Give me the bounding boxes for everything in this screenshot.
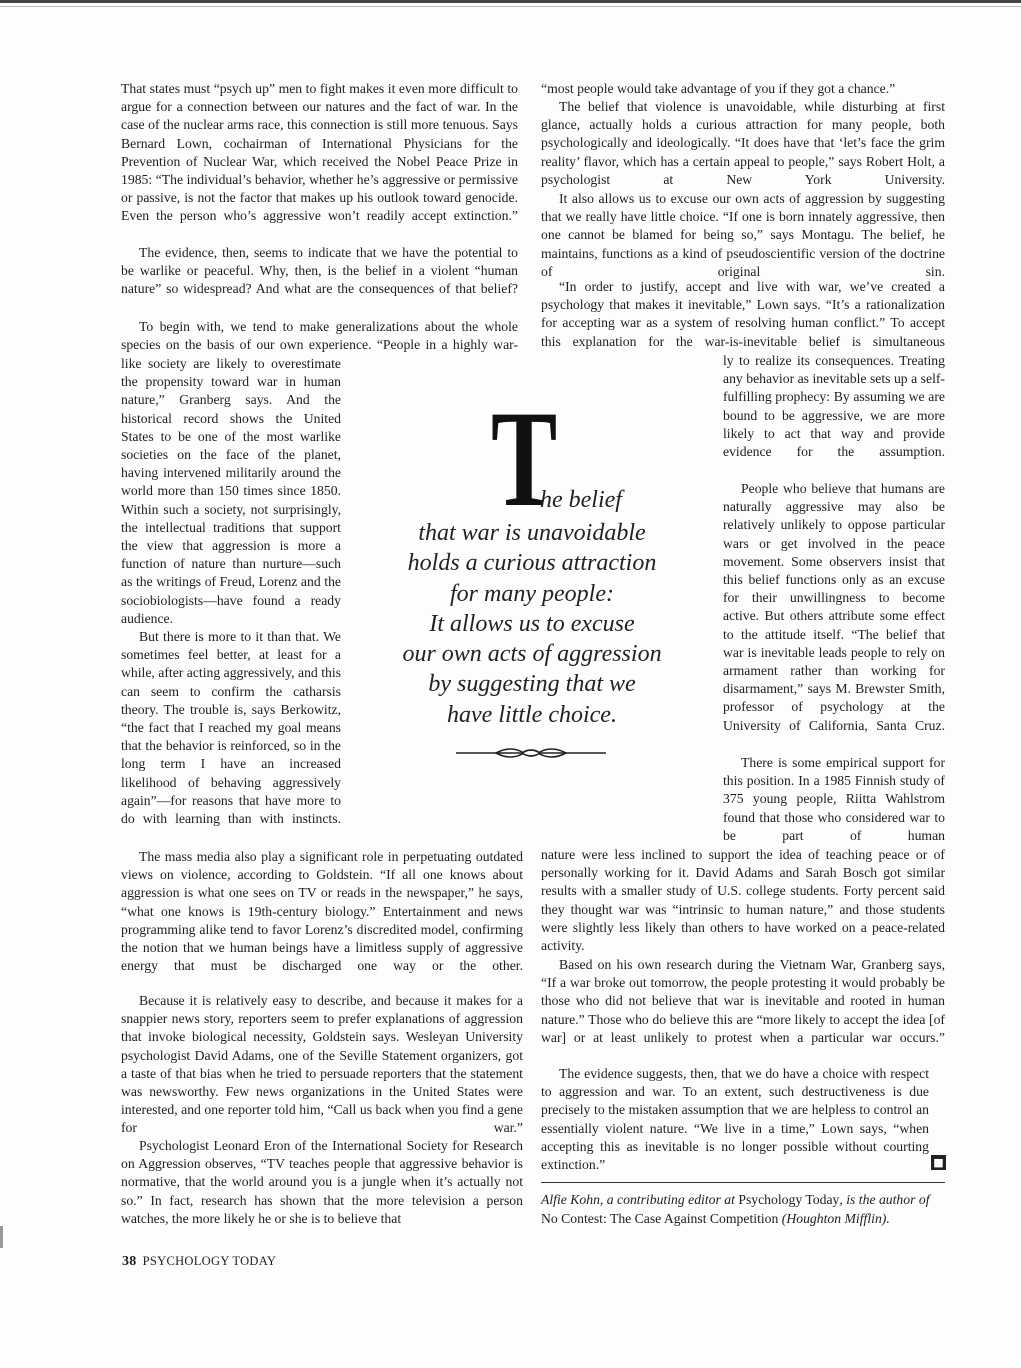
left-paragraph-2: The evidence, then, seems to indicate that we have the potential to be warlike or peaceful. Why, then, is the belief in a violent “human nature” so widespread? And what are the consequences of that belief? bbox=[121, 245, 518, 297]
right-paragraph-6-part-b: nature were less inclined to support the idea of teaching peace or of personally working for it. David Adams and Sarah Bosch got similar results with a smaller study of U.S. college students. Forty percent said they thought war was “intrinsic to human nature,” and those students were slightly less likely than others to have worked on a peace-related activity. bbox=[541, 847, 945, 954]
scan-edge-mark bbox=[0, 1226, 3, 1248]
top-rule-thin bbox=[0, 6, 1021, 7]
folio bbox=[122, 1254, 276, 1270]
right-paragraph-7: Based on his own research during the Vietnam War, Granberg says, “If a war broke out tomorrow, the people protesting it would probably be those who did not believe that war is inevitable and rooted in human nature.” Those who do believe this are “more likely to accept the idea [of war] or at least unlikely to protest when a particular war occurs.” bbox=[541, 957, 945, 1045]
ornament-divider-icon bbox=[456, 743, 606, 763]
pull-quote-line: It allows us to excuse bbox=[429, 610, 635, 637]
bio-text: (Houghton Mifflin). bbox=[778, 1210, 890, 1226]
pull-quote-line: for many people: bbox=[450, 580, 614, 607]
bio-text: , is the author of bbox=[839, 1192, 930, 1207]
right-paragraph-1: “most people would take advantage of you if they got a chance.” bbox=[541, 81, 896, 96]
bio-text: Alfie Kohn, a contributing editor at bbox=[541, 1192, 739, 1207]
left-paragraph-5: The mass media also play a significant role in perpetuating outdated views on violence, according to Goldstein. “If all one knows about aggression is what one sees on TV or reads in the newspaper,” he says, “what one knows is 19th-century biology.” Entertainment and news programming alike tend to favor Lorenz’s discredited model, confirming the notion that we human beings have a limitless supply of aggressive energy that must be discharged one way or the other. bbox=[121, 849, 523, 974]
right-paragraph-3: It also allows us to excuse our own acts of aggression by suggesting that we really have little choice. “If one is born innately aggressive, then one cannot be blamed for being so,” says Montagu. The belief, he maintains, functions as a kind of pseudoscientific version of the doctrine of original sin. bbox=[541, 191, 945, 279]
pull-quote-line: by suggesting that we bbox=[428, 671, 636, 698]
pull-quote-first-line: he belief bbox=[540, 487, 622, 513]
pull-quote-line: holds a curious attraction bbox=[407, 550, 657, 577]
left-paragraph-1: That states must “psych up” men to fight makes it even more difficult to argue for a connection between our natures and the fact of war. In the case of the nuclear arms race, this connection is still more tenuous. Says Bernard Lown, cochairman of International Physicians for the Prevention of Nuclear War, which received the Nobel Peace Prize in 1985: “The individual’s behavior, whether he’s aggressive or permissive or passive, is not the factor that makes up his outlook toward genocide. Even the person who’s aggressive won’t readily accept extinction.” bbox=[121, 81, 518, 224]
right-paragraph-6-part-a: There is some empirical support for this position. In a 1985 Finnish study of 375 young people, Riitta Wahlstrom found that those who considered war to be part of human bbox=[723, 755, 945, 843]
pull-quote-drop-cap: T bbox=[491, 382, 558, 535]
end-of-article-icon: ■ bbox=[931, 1155, 946, 1170]
left-paragraph-3-part-a: To begin with, we tend to make generalizations about the whole species on the basis of our own experience. “People in a highly war- bbox=[121, 319, 518, 353]
left-paragraph-3-part-b: like society are likely to overestimate the propensity toward war in human nature,” Granberg says. And the historical record shows the United States to be one of the most warlike societies on the face of the planet, having intervened militarily around the world more than 150 times since 1850. Within such a society, not surprisingly, the intellectual traditions that support the view that aggression is more a function of nature than nurture—such as the writings of Freud, Lorenz and the sociobiologists—have found a ready audience. bbox=[121, 356, 341, 626]
left-paragraph-6: Because it is relatively easy to describe, and because it makes for a snappier news story, reporters seem to prefer explanations of aggression that invoke biological necessity, Goldstein says. Wesleyan University psychologist David Adams, one of the Seville Statement organizers, got a taste of that bias when he tried to persuade reporters that the statement was newsworthy. Few news organizations in the United States were interested, and one reporter told him, “Call us back when you find a gene for war.” bbox=[121, 993, 523, 1136]
right-paragraph-8: The evidence suggests, then, that we do have a choice with respect to aggression and war. To an extent, such destructiveness is due precisely to the mistaken assumption that we are helpless to control an essentially violent nature. “We live in a time,” Lown says, “when accepting this as inevitable is no longer possible without courting extinction.” bbox=[541, 1066, 929, 1173]
pull-quote-line: that war is unavoidable bbox=[418, 520, 646, 546]
pull-quote-lines bbox=[398, 518, 666, 730]
top-rule bbox=[0, 0, 1021, 3]
right-paragraph-4-part-a: “In order to justify, accept and live with war, we’ve created a psychology that makes it inevitable,” Lown says. “It’s a rationalization for accepting war as a system of resolving human conflict.” To accept this explanation for the war-is-inevitable belief is simultaneous bbox=[541, 279, 945, 349]
right-paragraph-5: People who believe that humans are naturally aggressive may also be relatively unlikely to oppose particular wars or get involved in the peace movement. Some observers insist that this belief functions only as an excuse for their unwillingness to become active. But others attribute some effect to the attitude itself. “The belief that war is inevitable leads people to rely on armament rather than working for disarmament,” says M. Brewster Smith, professor of psychology at the University of California, Santa Cruz. bbox=[723, 481, 945, 733]
left-paragraph-4: But there is more to it than that. We sometimes feel better, at least for a while, after acting aggressively, and this can seem to confirm the catharsis theory. The trouble is, says Berkowitz, “the fact that I reached my goal means that the behavior is reinforced, so in the long term I have an increased likelihood of behaving aggressively again”—for reasons that have more to do with learning than with instincts. bbox=[121, 629, 341, 827]
right-paragraph-4-part-b: ly to realize its consequences. Treating any behavior as inevitable sets up a self-fulfilling prophecy: By assuming we are bound to be aggressive, we are more likely to act that way and provide evidence for the assumption. bbox=[723, 353, 945, 460]
pull-quote-line: have little choice. bbox=[447, 701, 617, 728]
author-bio bbox=[541, 1191, 945, 1228]
right-paragraph-2: The belief that violence is unavoidable, while disturbing at first glance, actually holds a curious attraction for many people, both psychologically and ideologically. “It does have that ‘let’s face the grim reality’ flavor, which has a certain appeal to people,” says Robert Holt, a psychologist at New York University. bbox=[541, 99, 945, 187]
publication-name: PSYCHOLOGY TODAY bbox=[142, 1254, 277, 1268]
bio-magazine: Psychology Today bbox=[738, 1192, 840, 1207]
page-number: 38 bbox=[122, 1254, 137, 1269]
pull-quote-line: our own acts of aggression bbox=[402, 641, 662, 668]
bio-book: No Contest: The Case Against Competition bbox=[541, 1210, 779, 1226]
left-paragraph-7: Psychologist Leonard Eron of the International Society for Research on Aggression observes, “TV teaches people that aggressive behavior is normative, that the world around you is a jungle when it’s actually not so.” In fact, research has shown that the more television a person watches, the more likely he or she is to believe that bbox=[121, 1138, 523, 1226]
bio-rule bbox=[541, 1182, 945, 1183]
